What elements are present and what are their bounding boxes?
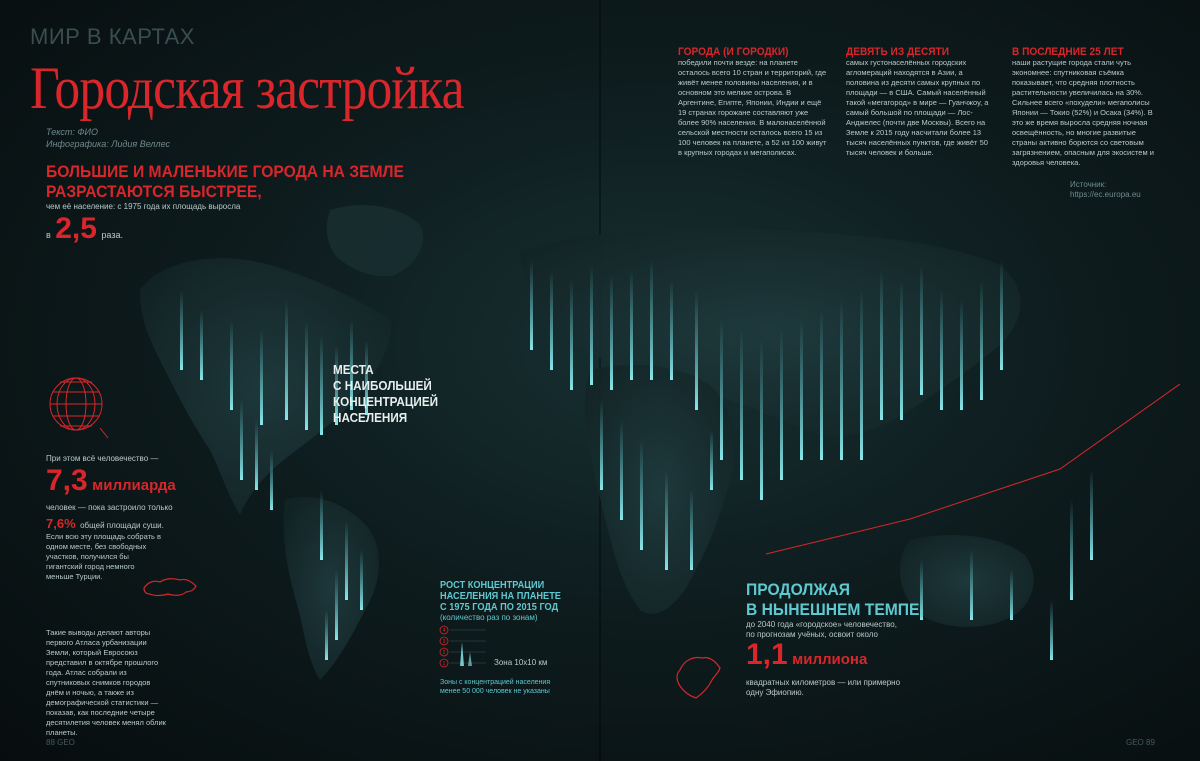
headline-number-suffix: раза.: [101, 230, 123, 240]
page-title: Городская застройка: [30, 55, 464, 121]
folio-left: 88 GEO: [46, 738, 75, 747]
population-value: 7,3: [46, 464, 88, 497]
headline-sub: чем её население: с 1975 года их площадь выросла: [46, 202, 241, 211]
growth-heading-line-1: РОСТ КОНЦЕНТРАЦИИ: [440, 580, 545, 591]
column-last-25-years-body: наши растущие города стали чуть экономнее: спутниковая съёмка показывает, что средняя плотность растительности увеличилась на 30%. Сильнее всего «похудели» мегаполисы Японии — Токио (52%) и Осака (34%). В это же время выросла средняя ночная освещённость, но многие развитые страны активно борются со световым загрязнением, опасным для экосистем и здоровья человека.: [1012, 58, 1154, 167]
population-figure: [46, 464, 176, 498]
legend-label-3: 3: [442, 639, 446, 645]
population-unit: миллиарда: [92, 477, 176, 494]
column-nine-of-ten-heading: ДЕВЯТЬ ИЗ ДЕСЯТИ: [846, 46, 949, 58]
population-intro: При этом всё человечество —: [46, 454, 159, 463]
turkey-outline-icon: [142, 574, 198, 600]
column-cities-heading: ГОРОДА (И ГОРОДКИ): [678, 46, 789, 58]
headline: [46, 162, 404, 202]
places-label: [333, 362, 438, 426]
growth-subheading: (количество раз по зонам): [440, 613, 538, 622]
continue-sub: до 2040 года «городское» человечество, по прогнозам учёных, освоит около: [746, 620, 897, 639]
legend-zone-label: Зона 10х10 км: [494, 658, 548, 667]
greenland-landmass: [327, 205, 423, 276]
column-cities: [678, 46, 828, 158]
sources: [1070, 180, 1141, 200]
growth-heading-line-3: С 1975 ГОДА ПО 2015 ГОД: [440, 602, 559, 613]
column-cities-body: победили почти везде: на планете осталось всего 10 стран и территорий, где живёт менее половины населения, и в основном это мелкие острова. В Аргентине, Египте, Японии, Индии и ещё 19 странах горожане составляют уже более 90% населения. В малонаселённой сельской местности осталось всего 15 из 100 человек на планете, а 52 из 100 живут в крупных городах и мегаполисах.: [678, 58, 827, 157]
sources-url: https://ec.europa.eu: [1070, 190, 1141, 199]
places-line-3: КОНЦЕНТРАЦИЕЙ: [333, 394, 439, 409]
legend-label-1: 1: [442, 661, 446, 667]
continue-unit: миллиона: [792, 651, 868, 668]
column-nine-of-ten: [846, 46, 996, 158]
continue-post: квадратных километров — или примерно одну Эфиопию.: [746, 678, 901, 697]
growth-heading-line-2: НАСЕЛЕНИЯ НА ПЛАНЕТЕ: [440, 591, 561, 602]
legend-label-2: 2: [442, 650, 446, 656]
column-last-25-years: [1012, 46, 1162, 168]
ethiopia-outline-icon: [672, 652, 724, 702]
section-label: МИР В КАРТАХ: [30, 24, 195, 49]
continue-value: 1,1: [746, 638, 788, 671]
atlas-note: Такие выводы делают авторы первого Атласа урбанизации Земли, который Евросоюз представил в октябре прошлого года. Атлас собрали из спутниковых снимков городов днём и ночью, а также из демографической статистики — показав, как последние четыре десятилетия человек менял облик планеты.: [46, 628, 166, 737]
continue-line-2: В НЫНЕШНЕМ ТЕМПЕ,: [746, 600, 924, 619]
column-nine-of-ten-body: самых густонаселённых городских агломераций находятся в Азии, а половина из десяти самых крупных по площади — в США. Самый населённый такой «мегагород» в мире — Гуанчжоу, а самый большой по площади — Лос-Анджелес (почти две Москвы). Всего на Земле к 2015 году насчитали более 13 тысяч населённых пунктов, где живёт 50 тысяч человек и больше.: [846, 58, 989, 157]
places-line-2: С НАИБОЛЬШЕЙ: [333, 378, 432, 393]
growth-legend-caption: Зоны с концентрацией населения менее 50 000 человек не указаны: [440, 679, 551, 695]
growth-legend-heading: [440, 580, 561, 623]
population-percent-text: общей площади суши.: [80, 521, 164, 530]
credits: [46, 126, 170, 150]
headline-number-value: 2,5: [55, 212, 97, 245]
legend-label-4: 4: [442, 628, 446, 634]
places-line-1: МЕСТА: [333, 362, 374, 377]
credit-text-author: Текст: ФИО: [46, 127, 98, 137]
growth-legend-scale: [438, 622, 578, 672]
continue-heading: [746, 580, 924, 620]
headline-number: [46, 212, 123, 246]
globe-icon: [44, 370, 114, 440]
folio-right: GEO 89: [1126, 738, 1155, 747]
population-percent: [46, 515, 164, 533]
growth-trend-line: [760, 384, 1180, 584]
column-last-25-years-heading: В ПОСЛЕДНИЕ 25 ЛЕТ: [1012, 46, 1124, 58]
headline-line-2: РАЗРАСТАЮТСЯ БЫСТРЕЕ,: [46, 182, 262, 201]
population-mid: человек — пока застроило только: [46, 503, 173, 512]
south-america-landmass: [284, 497, 379, 680]
continue-figure: [746, 638, 867, 672]
sources-label: Источник:: [1070, 180, 1107, 189]
population-note: Если всю эту площадь собрать в одном месте, без свободных участков, получился бы гигантский город немного меньше Турции.: [46, 532, 161, 581]
population-percent-value: 7,6%: [46, 516, 76, 531]
credit-infographics-author: Инфографика: Лидия Веллес: [46, 139, 170, 149]
places-line-4: НАСЕЛЕНИЯ: [333, 410, 408, 425]
headline-number-prefix: в: [46, 230, 51, 240]
continue-line-1: ПРОДОЛЖАЯ: [746, 580, 851, 599]
headline-line-1: БОЛЬШИЕ И МАЛЕНЬКИЕ ГОРОДА НА ЗЕМЛЕ: [46, 162, 404, 181]
